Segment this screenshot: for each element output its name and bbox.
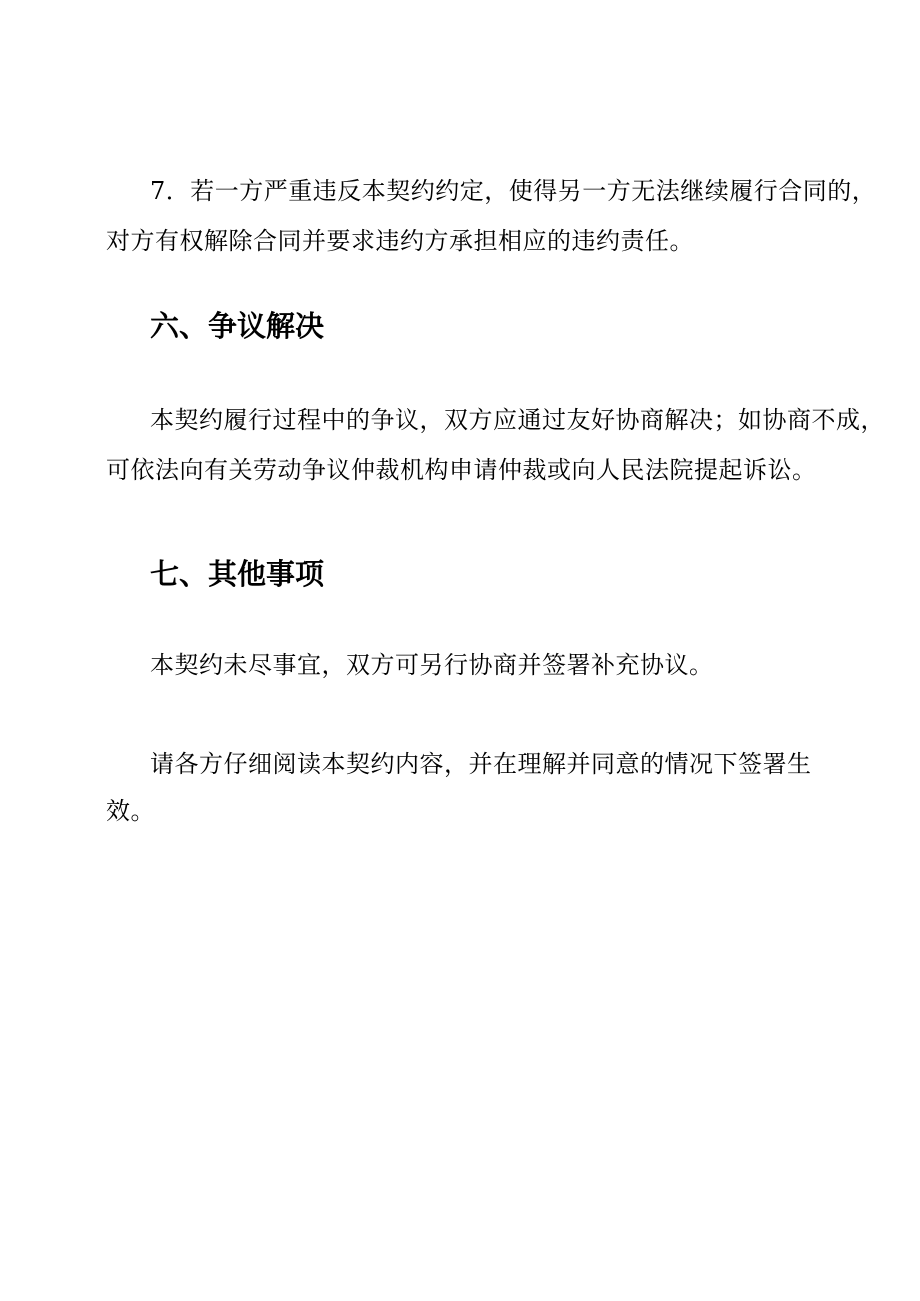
section-6-line-1: 本契约履行过程中的争议，双方应通过友好协商解决；如协商不成， (150, 406, 885, 434)
clause-7-line-1: 7．若一方严重违反本契约约定，使得另一方无法继续履行合同的， (150, 177, 877, 205)
section-7-heading: 七、其他事项 (150, 557, 325, 591)
clause-7-line-2: 对方有权解除合同并要求违约方承担相应的违约责任。 (106, 227, 694, 255)
closing-line-1: 请各方仔细阅读本契约内容，并在理解并同意的情况下签署生 (150, 750, 812, 778)
section-7-paragraph-1: 本契约未尽事宜，双方可另行协商并签署补充协议。 (150, 651, 714, 679)
closing-line-2: 效。 (106, 797, 155, 825)
section-6-line-2: 可依法向有关劳动争议仲裁机构申请仲裁或向人民法院提起诉讼。 (106, 456, 817, 484)
section-6-heading: 六、争议解决 (150, 309, 325, 343)
